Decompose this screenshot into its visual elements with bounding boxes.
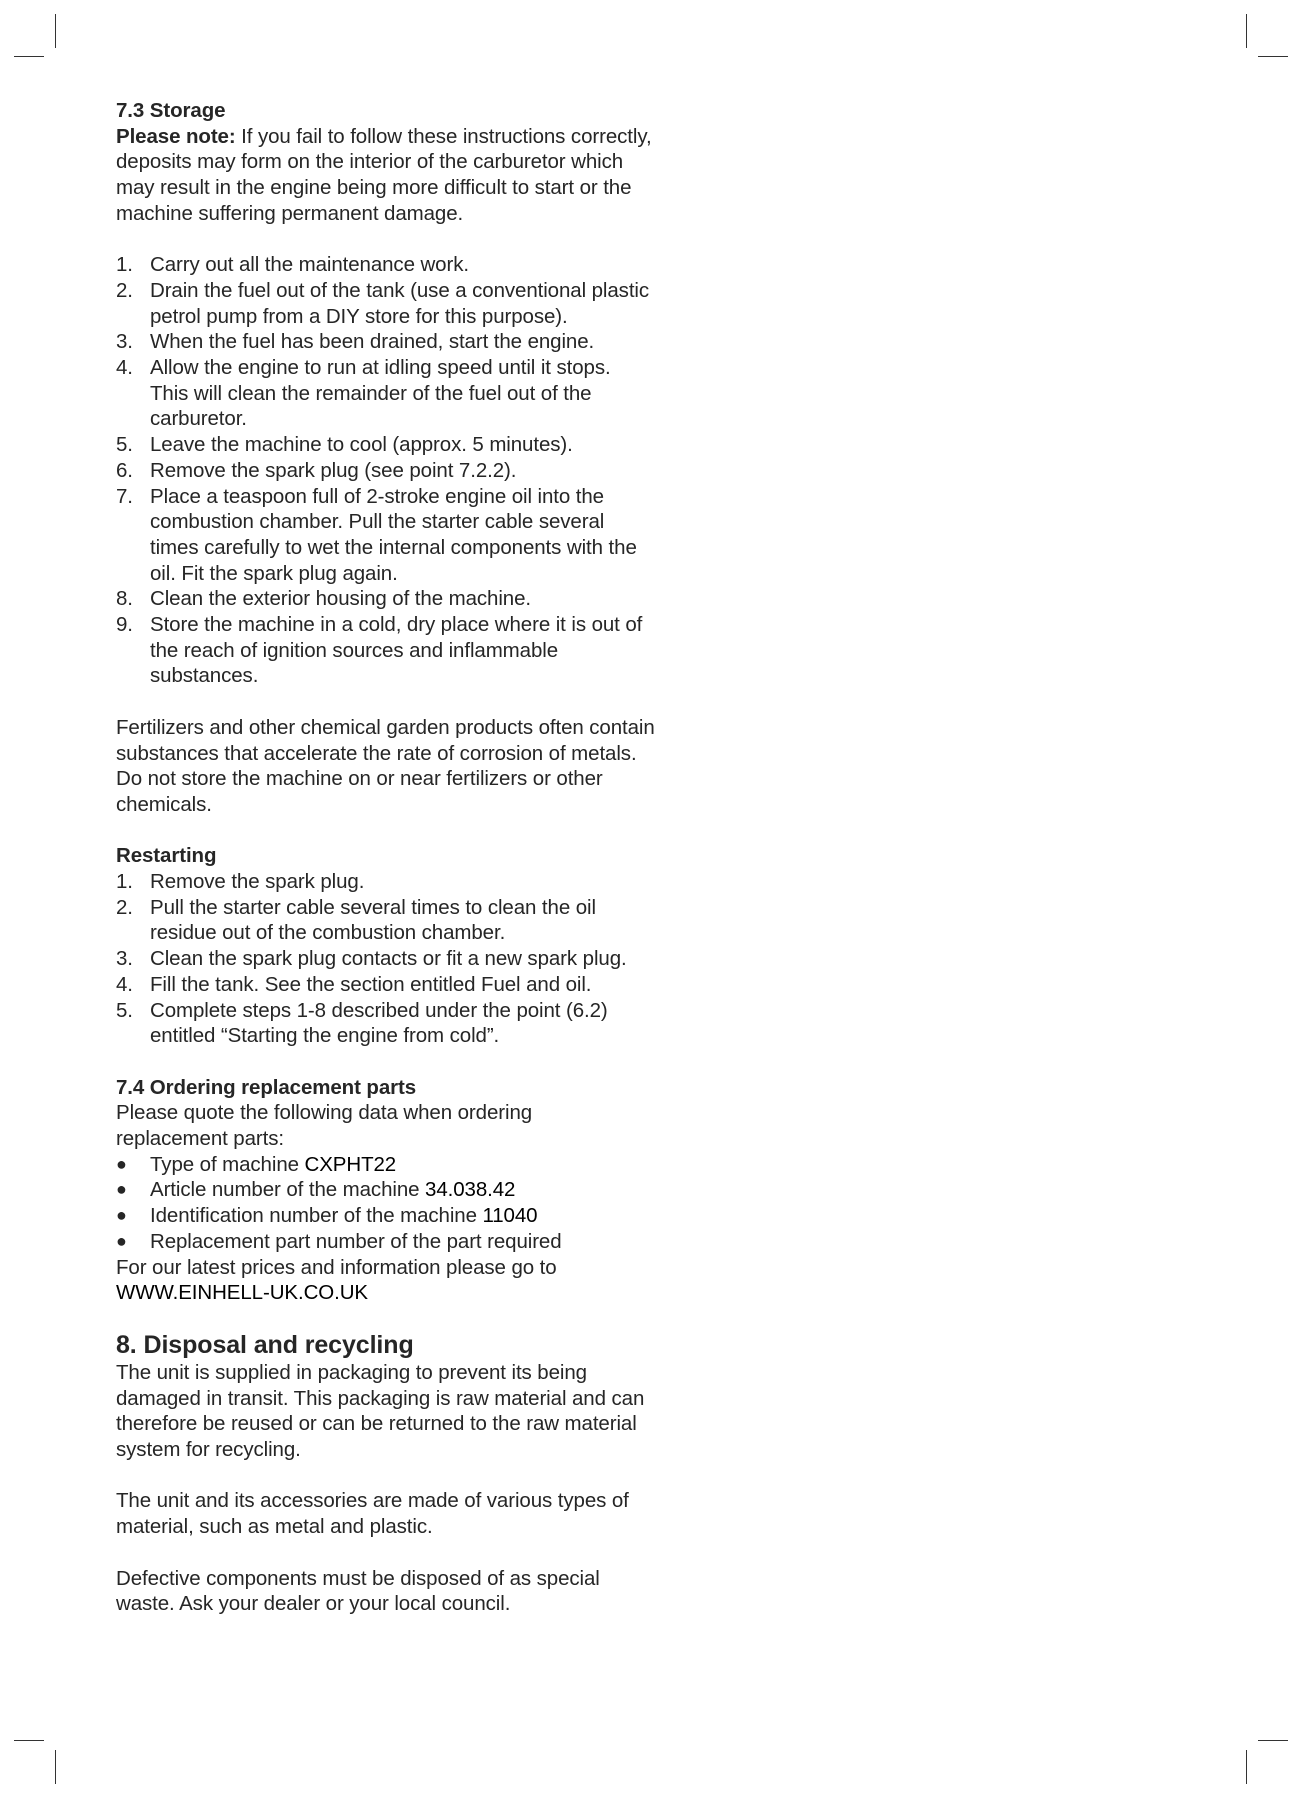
disposal-heading: 8. Disposal and recycling: [116, 1330, 414, 1359]
step-number: 2.: [116, 278, 133, 302]
list-item: [116, 972, 656, 998]
list-item: [116, 355, 656, 432]
step-text: Leave the machine to cool (approx. 5 minutes).: [150, 433, 573, 457]
crop-mark: [1246, 1750, 1247, 1784]
manual-page-content: [116, 98, 656, 1617]
disposal-paragraph: The unit and its accessories are made of various types of material, such as metal and plastic.: [116, 1489, 629, 1539]
crop-mark: [55, 14, 56, 48]
step-number: 5.: [116, 433, 133, 457]
bullet-icon: ●: [116, 1153, 127, 1174]
crop-mark: [1258, 56, 1288, 57]
note-text: If you fail to follow these instructions correctly, deposits may form on the interior of the carburetor which may result in the engine being more difficult to start or the machine suffering permanent damage.: [116, 124, 652, 225]
step-text: When the fuel has been drained, start the engine.: [150, 330, 595, 354]
storage-steps-list: [116, 252, 656, 689]
identification-number-value: 11040: [482, 1204, 538, 1228]
list-item: [116, 252, 656, 278]
step-number: 3.: [116, 330, 133, 354]
step-number: 9.: [116, 613, 133, 637]
bullet-icon: ●: [116, 1205, 127, 1226]
step-text: Clean the spark plug contacts or fit a new spark plug.: [150, 947, 627, 971]
list-item: [116, 895, 656, 946]
list-item: [116, 869, 656, 895]
storage-note: [116, 124, 656, 227]
disposal-paragraph: The unit is supplied in packaging to prevent its being damaged in transit. This packaging is raw material and can therefore be reused or can be returned to the raw material system for recycling.: [116, 1360, 645, 1462]
machine-type-value: CXPHT22: [304, 1152, 397, 1176]
ordering-data-list: [116, 1152, 656, 1255]
list-item: [116, 329, 656, 355]
step-text: Remove the spark plug.: [150, 870, 365, 894]
step-number: 4.: [116, 356, 133, 380]
step-text: Pull the starter cable several times to clean the oil residue out of the combustion chamber.: [150, 895, 596, 945]
crop-mark: [14, 1740, 44, 1741]
step-text: Allow the engine to run at idling speed until it stops. This will clean the remainder of the fuel out of the carburetor.: [150, 356, 611, 431]
step-text: Fill the tank. See the section entitled Fuel and oil.: [150, 972, 592, 996]
step-text: Remove the spark plug (see point 7.2.2).: [150, 458, 517, 482]
list-item: [116, 1177, 656, 1203]
step-number: 8.: [116, 587, 133, 611]
list-item: [116, 1203, 656, 1229]
restarting-steps-list: [116, 869, 656, 1049]
article-number-value: 34.038.42: [425, 1178, 516, 1202]
list-item: [116, 586, 656, 612]
step-number: 4.: [116, 972, 133, 996]
list-item: [116, 278, 656, 329]
list-item: [116, 484, 656, 587]
item-label: Replacement part number of the part required: [150, 1229, 562, 1253]
item-label: Type of machine: [150, 1152, 305, 1176]
step-number: 2.: [116, 895, 133, 919]
list-item: [116, 458, 656, 484]
ordering-heading: 7.4 Ordering replacement parts: [116, 1075, 417, 1099]
item-label: Identification number of the machine: [150, 1204, 483, 1228]
step-text: Store the machine in a cold, dry place where it is out of the reach of ignition sources and inflammable substances.: [150, 613, 643, 688]
step-number: 3.: [116, 947, 133, 971]
bullet-icon: ●: [116, 1230, 127, 1251]
list-item: [116, 946, 656, 972]
crop-mark: [14, 56, 44, 57]
item-label: Article number of the machine: [150, 1178, 426, 1202]
list-item: [116, 998, 656, 1049]
list-item: [116, 1229, 656, 1255]
restarting-heading: Restarting: [116, 844, 217, 868]
list-item: [116, 612, 656, 689]
list-item: [116, 1152, 656, 1178]
step-text: Complete steps 1-8 described under the point (6.2) entitled “Starting the engine from cold”.: [150, 998, 608, 1048]
disposal-paragraph: Defective components must be disposed of as special waste. Ask your dealer or your local council.: [116, 1566, 600, 1616]
crop-mark: [1246, 14, 1247, 48]
ordering-intro: Please quote the following data when ordering replacement parts:: [116, 1101, 533, 1151]
storage-heading: 7.3 Storage: [116, 99, 226, 122]
bullet-icon: ●: [116, 1179, 127, 1200]
note-label: Please note:: [116, 124, 236, 148]
step-number: 1.: [116, 253, 133, 277]
crop-mark: [55, 1750, 56, 1784]
list-item: [116, 432, 656, 458]
step-number: 6.: [116, 458, 133, 482]
step-number: 7.: [116, 484, 133, 508]
step-text: Clean the exterior housing of the machine.: [150, 587, 531, 611]
step-text: Drain the fuel out of the tank (use a conventional plastic petrol pump from a DIY store for this purpose).: [150, 278, 650, 328]
fertilizer-warning: Fertilizers and other chemical garden products often contain substances that accelerate the rate of corrosion of metals. Do not store the machine on or near fertilizers or other chemicals.: [116, 715, 655, 816]
step-number: 5.: [116, 998, 133, 1022]
step-number: 1.: [116, 870, 133, 894]
prices-text: For our latest prices and information please go to: [116, 1255, 557, 1279]
crop-mark: [1258, 1740, 1288, 1741]
step-text: Carry out all the maintenance work.: [150, 253, 469, 277]
website-link[interactable]: WWW.EINHELL-UK.CO.UK: [116, 1281, 368, 1305]
step-text: Place a teaspoon full of 2-stroke engine oil into the combustion chamber. Pull the starter cable several times carefully to wet the internal components with the oil. Fit the spark plug again.: [150, 484, 637, 585]
